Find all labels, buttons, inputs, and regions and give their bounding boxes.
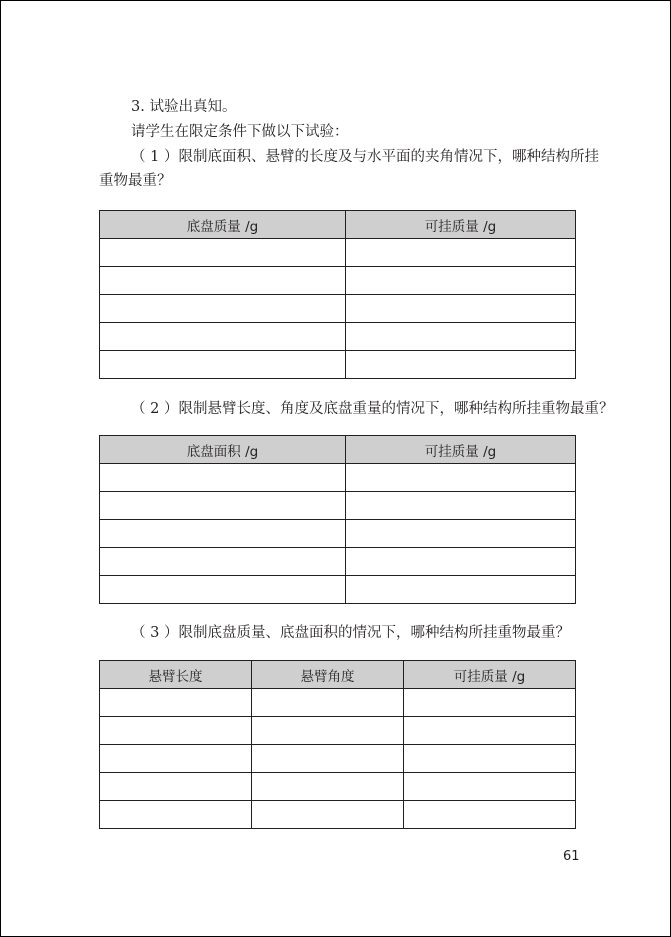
table-cell[interactable]: [100, 801, 252, 829]
table-header-row: [100, 661, 576, 689]
table-cell[interactable]: [346, 239, 576, 267]
question-3: （ 3 ）限制底盘质量、底盘面积的情况下，哪种结构所挂重物最重？: [131, 625, 570, 641]
table-row: [100, 295, 576, 323]
table-2: [99, 435, 576, 604]
table-cell[interactable]: [100, 717, 252, 745]
table-cell[interactable]: [346, 464, 576, 492]
table-cell[interactable]: [100, 267, 346, 295]
table-header-cell: 悬臂长度: [100, 661, 252, 689]
table-cell[interactable]: [404, 689, 576, 717]
table-row: [100, 239, 576, 267]
section-heading: 3. 试验出真知。: [131, 99, 237, 115]
table-cell[interactable]: [252, 801, 404, 829]
table-cell[interactable]: [100, 520, 346, 548]
table-cell[interactable]: [100, 295, 346, 323]
table-cell[interactable]: [100, 773, 252, 801]
table-cell[interactable]: [100, 745, 252, 773]
table-cell[interactable]: [100, 492, 346, 520]
table-cell[interactable]: [100, 548, 346, 576]
table-row: [100, 267, 576, 295]
table-row: [100, 689, 576, 717]
table-1: [99, 210, 576, 379]
table-cell[interactable]: [100, 323, 346, 351]
table-cell[interactable]: [252, 745, 404, 773]
table-cell[interactable]: [346, 267, 576, 295]
table-cell[interactable]: [346, 576, 576, 604]
table-cell[interactable]: [346, 548, 576, 576]
table-cell[interactable]: [100, 351, 346, 379]
table-row: [100, 745, 576, 773]
table-row: [100, 548, 576, 576]
table-cell[interactable]: [404, 745, 576, 773]
table-row: [100, 801, 576, 829]
table-row: [100, 773, 576, 801]
table-cell[interactable]: [252, 689, 404, 717]
table-cell[interactable]: [404, 717, 576, 745]
table-row: [100, 520, 576, 548]
table-cell[interactable]: [404, 801, 576, 829]
table-cell[interactable]: [346, 520, 576, 548]
page-number: 61: [563, 849, 580, 864]
table-cell[interactable]: [404, 773, 576, 801]
table-cell[interactable]: [346, 295, 576, 323]
table-3: [99, 660, 576, 829]
table-cell[interactable]: [346, 323, 576, 351]
table-row: [100, 576, 576, 604]
table-cell[interactable]: [100, 464, 346, 492]
table-header-cell: 可挂质量 /g: [346, 211, 576, 239]
table-row: [100, 323, 576, 351]
table-row: [100, 492, 576, 520]
table-header-row: [100, 211, 576, 239]
table-header-cell: 悬臂角度: [252, 661, 404, 689]
table-header-row: [100, 436, 576, 464]
intro-text: 请学生在限定条件下做以下试验：: [131, 124, 349, 140]
table-row: [100, 351, 576, 379]
table-cell[interactable]: [346, 492, 576, 520]
table-cell[interactable]: [100, 239, 346, 267]
table-cell[interactable]: [100, 689, 252, 717]
table-header-cell: 可挂质量 /g: [404, 661, 576, 689]
table-row: [100, 464, 576, 492]
question-1-line-1: （ 1 ）限制底面积、悬臂的长度及与水平面的夹角情况下，哪种结构所挂: [131, 149, 599, 165]
table-header-cell: 可挂质量 /g: [346, 436, 576, 464]
table-header-cell: 底盘面积 /g: [100, 436, 346, 464]
table-row: [100, 717, 576, 745]
table-cell[interactable]: [346, 351, 576, 379]
table-cell[interactable]: [100, 576, 346, 604]
question-1-line-2: 重物最重？: [99, 173, 172, 189]
table-cell[interactable]: [252, 773, 404, 801]
table-cell[interactable]: [252, 717, 404, 745]
question-2: （ 2 ）限制悬臂长度、角度及底盘重量的情况下，哪种结构所挂重物最重？: [131, 401, 614, 417]
table-header-cell: 底盘质量 /g: [100, 211, 346, 239]
